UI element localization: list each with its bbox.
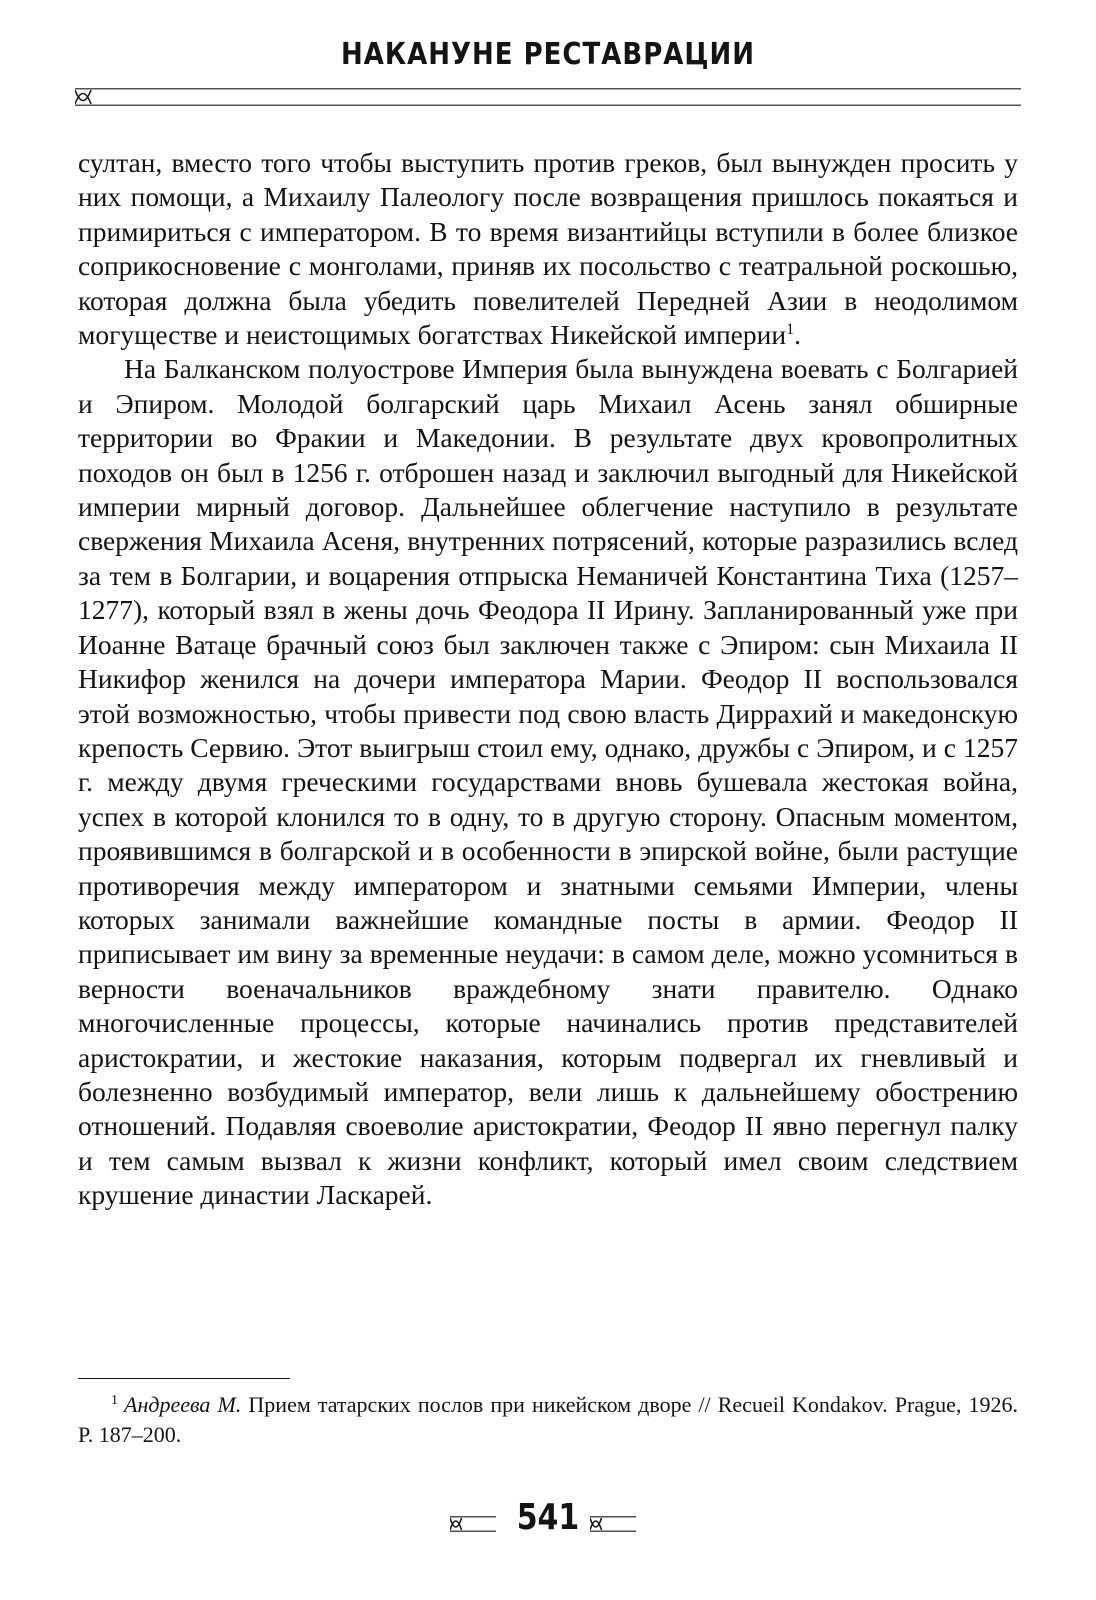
- paragraph-1-text: султан, вместо того чтобы выступить против греков, был вынужден просить у них помощи, а Михаилу Палеологу после возвращения пришлось покаяться и примириться с императором. В то время византийцы вступили в более близкое соприкосновение с монголами, приняв их посольство с театральной роскошью, которая должна была убедить повелителей Передней Азии в неодолимом могуществе и неистощимых богатствах Никейской империи: [78, 147, 1018, 351]
- braided-band-ornament: [75, 88, 1021, 106]
- paragraph-2: На Балканском полуострове Империя была вынуждена воевать с Болгарией и Эпиром. Молодой болгарский царь Михаил Асень занял обширные территории во Фракии и Македонии. В результате двух кровопролитных походов он был в 1256 г. отброшен назад и заключил выгодный для Никейской империи мирный договор. Дальнейшее облегчение наступило в результате свержения Михаила Асеня, внутренних потрясений, которые разразились вслед за тем в Болгарии, и воцарения отпрыска Неманичей Константина Тиха (1257–1277), который взял в жены дочь Феодора II Ирину. Запланированный уже при Иоанне Ватаце брачный союз был заключен также с Эпиром: сын Михаила II Никифор женился на дочери императора Марии. Феодор II воспользовался этой возможностью, чтобы привести под свою власть Диррахий и македонскую крепость Сервию. Этот выигрыш стоил ему, однако, дружбы с Эпиром, и с 1257 г. между двумя греческими государствами вновь бушевала жестокая война, успех в которой клонился то в одну, то в другую сторону. Опасным моментом, проявившимся в болгарской и в особенности в эпирской войне, были растущие противоречия между императором и знатными семьями Империи, члены которых занимали важнейшие командные посты в армии. Феодор II приписывает им вину за временные неудачи: в самом деле, можно усомниться в верности военачальников враждебному знати правителю. Однако многочисленные процессы, которые начинались против представителей аристократии, и жестокие наказания, которым подвергал их гневливый и болезненно возбудимый император, вели лишь к дальнейшему обострению отношений. Подавляя своеволие аристократии, Феодор II явно перегнул палку и тем самым вызвал к жизни конфликт, который имел своим следствием крушение династии Ласкарей.: [78, 353, 1018, 1211]
- footnote-author: Андреева М.: [124, 1392, 242, 1417]
- running-header: НАКАНУНЕ РЕСТАВРАЦИИ: [340, 37, 756, 73]
- main-text: [78, 146, 1018, 1213]
- footnote-1: 1 Андреева М. Прием татарских послов при никейском дворе // Recueil Kondakov. Prague, 1926. P. 187–200.: [78, 1392, 1018, 1447]
- footnote-text: Прием татарских послов при никейском дворе // Recueil Kondakov. Prague, 1926. P. 187–200.: [78, 1392, 1018, 1447]
- paragraph-1: [78, 146, 1018, 352]
- footnote-ref-1[interactable]: 1: [786, 321, 795, 339]
- braid-ornament-right: [590, 1516, 636, 1532]
- page-footer: [0, 1496, 1096, 1546]
- footnote-separator: [78, 1378, 290, 1379]
- page-number: 541: [516, 1496, 580, 1539]
- paragraph-1-end: .: [794, 319, 801, 351]
